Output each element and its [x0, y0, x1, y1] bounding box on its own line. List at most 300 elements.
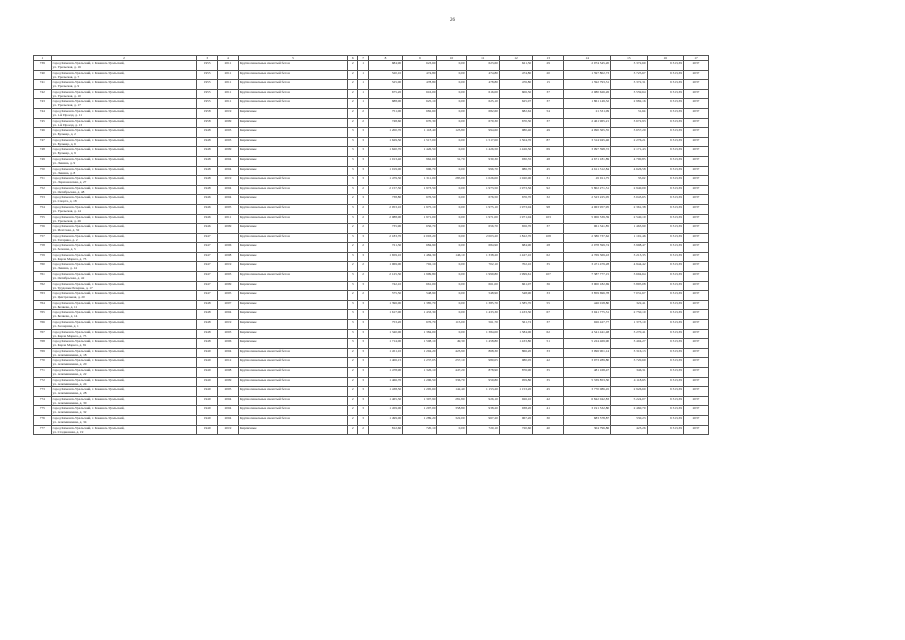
cell-f: 2 [358, 224, 368, 234]
address-cell [51, 329, 197, 339]
cell-s1: 2 125,30 [368, 272, 402, 282]
cell-y2: 2011 [218, 99, 239, 109]
cell-yr: 2037 [683, 406, 708, 416]
cell-p: 35 [533, 262, 564, 272]
cell-u2: 9 313,39 [647, 368, 683, 378]
cell-s1: 1 659,10 [368, 252, 402, 262]
address-line-1: город Каменск-Уральский, г. Каменск-Уральский, [52, 406, 125, 411]
cell-y2: 2004 [218, 185, 239, 195]
cell-s4: 1 999,80 [466, 272, 499, 282]
cell-e: 2 [348, 415, 358, 425]
address-line-2: ул. Октябрьская, д. 48 [52, 189, 85, 194]
cell-y1: 1958 [197, 108, 218, 118]
cell-s1: 684,90 [368, 61, 402, 71]
cell-n: 744 [34, 108, 52, 118]
cell-s1: 2 157,50 [368, 185, 402, 195]
cell-w: Кирпичные [238, 128, 347, 138]
cell-u1: 1 373,10 [611, 320, 647, 330]
table-row [34, 291, 709, 301]
cell-w: Крупнопанельные ячеистый бетон [238, 89, 347, 99]
cell-s4: 1 426,50 [466, 147, 499, 157]
address-line-2: ул. Гагарина, д. 2 [52, 237, 78, 242]
cell-n: 762 [34, 281, 52, 291]
cell-u1: 3 316,13 [611, 348, 647, 358]
address-cell [51, 233, 197, 243]
cell-f: 3 [358, 281, 368, 291]
cell-s5: 561,72 [499, 320, 532, 330]
address-line-1: город Каменск-Уральский, г. Каменск-Уральский, [52, 368, 125, 372]
cell-y2: 2009 [218, 224, 239, 234]
cell-cost: 1 597 802,73 [564, 70, 611, 80]
cell-s3: 31,70 [437, 156, 466, 166]
cell-y2: 2008 [218, 368, 239, 378]
cell-s3: 142,40 [437, 387, 466, 397]
table-row [34, 415, 709, 425]
cell-n: 742 [34, 89, 52, 99]
cell-w: Кирпичные [238, 291, 347, 301]
cell-y2: 2011 [218, 80, 239, 90]
cell-cost: 3 900 182,69 [564, 281, 611, 291]
address-line-1: город Каменск-Уральский, г. Каменск-Уральский, [52, 415, 125, 420]
cell-u1: 4 944,42 [611, 262, 647, 272]
cell-p: 29 [533, 61, 564, 71]
address-cell [51, 300, 197, 310]
cell-cost: 1 861 149,32 [564, 99, 611, 109]
table-row [34, 281, 709, 291]
cell-s5: 1 433,80 [499, 339, 532, 349]
cell-p: 67 [533, 310, 564, 320]
cell-s5: 876,90 [499, 368, 532, 378]
cell-e: 3 [348, 339, 358, 349]
cell-n: 770 [34, 358, 52, 368]
table-row [34, 214, 709, 224]
cell-u2: 9 313,39 [647, 425, 683, 435]
cell-y1: 1948 [197, 176, 218, 186]
cell-u1: 2 540,10 [611, 214, 647, 224]
column-header: 17 [683, 56, 708, 61]
cell-cost: 3 097 598,72 [564, 147, 611, 157]
cell-f: 3 [358, 348, 368, 358]
cell-y1: 1947 [197, 281, 218, 291]
table-row [34, 358, 709, 368]
cell-u2: 9 313,39 [647, 329, 683, 339]
cell-s2: 548,90 [403, 291, 437, 301]
cell-y2: 2019 [218, 320, 239, 330]
cell-s4: 994,60 [466, 128, 499, 138]
table-row [34, 396, 709, 406]
table-row [34, 243, 709, 253]
cell-yr: 2037 [683, 415, 708, 425]
cell-y1: 1948 [197, 300, 218, 310]
column-header: 11 [466, 56, 499, 61]
cell-u2: 9 313,39 [647, 137, 683, 147]
cell-yr: 2037 [683, 195, 708, 205]
cell-s5: 720,60 [499, 425, 532, 435]
cell-p: 37 [533, 99, 564, 109]
column-header: 1 [34, 56, 52, 61]
cell-u1: 423,26 [611, 425, 647, 435]
cell-yr: 2037 [683, 272, 708, 282]
table-row [34, 329, 709, 339]
table-row [34, 252, 709, 262]
cell-s4: 926,10 [466, 396, 499, 406]
cell-w: Кирпичные [238, 108, 347, 118]
cell-s1: 721,30 [368, 243, 402, 253]
cell-s2: 1 385,70 [403, 300, 437, 310]
cell-p: 45 [533, 166, 564, 176]
cell-yr: 2037 [683, 224, 708, 234]
address-cell [51, 224, 197, 234]
cell-s1: 1 714,00 [368, 339, 402, 349]
cell-p: 28 [533, 243, 564, 253]
cell-s4: 930,30 [466, 156, 499, 166]
cell-u2: 9 313,39 [647, 128, 683, 138]
cell-n: 776 [34, 415, 52, 425]
cell-s2: 1 311,00 [403, 176, 437, 186]
cell-yr: 2037 [683, 377, 708, 387]
cell-cost: 21 331,09 [564, 108, 611, 118]
cell-y2: 2005 [218, 291, 239, 301]
cell-s2: 1 508,10 [403, 339, 437, 349]
cell-y2: 2004 [218, 310, 239, 320]
cell-w: Кирпичные [238, 156, 347, 166]
cell-s5: 548,90 [499, 291, 532, 301]
cell-s2: 996,70 [403, 166, 437, 176]
address-line-2: ул. Бульвар, д. 6 [52, 141, 76, 146]
cell-u1: 3 043,65 [611, 195, 647, 205]
cell-y1: 1946 [197, 204, 218, 214]
address-line-1: город Каменск-Уральский, г. Каменск-Уральский, [52, 61, 125, 65]
table-body [34, 61, 709, 435]
cell-e: 2 [348, 387, 358, 397]
cell-p: 62 [533, 252, 564, 262]
cell-s2: 1 295,60 [403, 387, 437, 397]
cell-s2: 720,10 [403, 425, 437, 435]
cell-u1: 5 224,07 [611, 396, 647, 406]
cell-e: 3 [348, 128, 358, 138]
column-header: 10 [437, 56, 466, 61]
cell-y1: 1949 [197, 377, 218, 387]
table-row [34, 61, 709, 71]
address-cell [51, 387, 197, 397]
cell-e: 3 [348, 147, 358, 157]
cell-s1: 525,00 [368, 80, 402, 90]
cell-e: 2 [348, 108, 358, 118]
cell-s2: 1 973,50 [403, 185, 437, 195]
address-line-2: ул. Алюминиевая, д. 20 [52, 362, 87, 367]
cell-u2: 9 313,39 [647, 118, 683, 128]
column-header: 14 [564, 56, 611, 61]
cell-s3: 0,00 [437, 185, 466, 195]
table-row [34, 310, 709, 320]
address-cell [51, 281, 197, 291]
cell-y1: 1949 [197, 368, 218, 378]
cell-s3: 358,80 [437, 406, 466, 416]
cell-f: 3 [358, 406, 368, 416]
address-cell [51, 70, 197, 80]
address-line-1: город Каменск-Уральский, г. Каменск-Уральский, [52, 176, 125, 181]
cell-s4: 1 385,70 [466, 300, 499, 310]
cell-s4: 996,70 [466, 166, 499, 176]
cell-y1: 1948 [197, 339, 218, 349]
address-line-2: ул. Алюминиевая, д. 32 [52, 410, 87, 415]
cell-y2: 2019 [218, 425, 239, 435]
cell-cost: 5 802 271,51 [564, 185, 611, 195]
cell-n: 751 [34, 176, 52, 186]
cell-p: 40 [533, 425, 564, 435]
cell-s3: 146,10 [437, 252, 466, 262]
cell-s1: 1 200,70 [368, 128, 402, 138]
cell-u1: 35,02 [611, 176, 647, 186]
cell-p: 49 [533, 128, 564, 138]
cell-yr: 2037 [683, 214, 708, 224]
cell-s1: 1 396,00 [368, 300, 402, 310]
cell-y2: 2019 [218, 176, 239, 186]
cell-w: Кирпичные [238, 339, 347, 349]
cell-u1: 2 171,43 [611, 147, 647, 157]
cell-u1: 4 626,58 [611, 166, 647, 176]
address-line-1: город Каменск-Уральский, г. Каменск-Уральский, [52, 358, 125, 363]
cell-y2: 2003 [218, 128, 239, 138]
cell-w: Кирпичные [238, 281, 347, 291]
cell-s2: 1 433,30 [403, 310, 437, 320]
cell-u2: 9 313,39 [647, 272, 683, 282]
cell-yr: 2037 [683, 358, 708, 368]
cell-s2: 1 326,10 [403, 368, 437, 378]
cell-u1: 31,64 [611, 108, 647, 118]
cell-yr: 2037 [683, 204, 708, 214]
address-line-2: ул. Карла Маркса, д. 75 [52, 333, 87, 338]
cell-w: Крупнопанельные ячеистый бетон [238, 233, 347, 243]
address-cell [51, 89, 197, 99]
cell-n: 746 [34, 128, 52, 138]
address-line-2: ул. Карла Маркса, д. 73 [52, 256, 87, 261]
cell-w: Крупнопанельные ячеистый бетон [238, 377, 347, 387]
cell-e: 2 [348, 406, 358, 416]
address-cell [51, 252, 197, 262]
cell-u2: 9 313,39 [647, 281, 683, 291]
cell-n: 743 [34, 99, 52, 109]
cell-s5: 682,62 [499, 108, 532, 118]
cell-s4: 561,70 [466, 320, 499, 330]
cell-u1: 2 940,09 [611, 185, 647, 195]
cell-w: Крупнопанельные ячеистый бетон [238, 214, 347, 224]
cell-n: 752 [34, 185, 52, 195]
cell-p: 37 [533, 224, 564, 234]
cell-u2: 9 313,39 [647, 108, 683, 118]
cell-f: 3 [358, 252, 368, 262]
cell-w: Крупнопанельные ячеистый бетон [238, 387, 347, 397]
cell-y1: 1947 [197, 233, 218, 243]
cell-f: 1 [358, 99, 368, 109]
cell-f: 3 [358, 128, 368, 138]
cell-cost: 3 096 901,14 [564, 348, 611, 358]
address-line-1: город Каменск-Уральский, г. Каменск-Уральский, [52, 377, 125, 382]
cell-s4: 548,90 [466, 291, 499, 301]
cell-u1: 2 926,60 [611, 387, 647, 397]
cell-w: Крупнопанельные ячеистый бетон [238, 61, 347, 71]
cell-u1: 3 372,60 [611, 61, 647, 71]
cell-f: 2 [358, 425, 368, 435]
cell-yr: 2037 [683, 262, 708, 272]
cell-w: Кирпичные [238, 310, 347, 320]
cell-s3: 0,00 [437, 108, 466, 118]
cell-p: 41 [533, 406, 564, 416]
address-line-2: ул. Спорта, д. 18 [52, 199, 77, 204]
cell-s2: 702,10 [403, 262, 437, 272]
cell-cost: 5 224 469,90 [564, 339, 611, 349]
cell-cost: 7 387 777,15 [564, 272, 611, 282]
cell-s5: 670,30 [499, 118, 532, 128]
cell-s4: 1 338,20 [466, 252, 499, 262]
table-row [34, 262, 709, 272]
cell-s2: 676,70 [403, 320, 437, 330]
cell-s2: 1 975,10 [403, 204, 437, 214]
cell-u1: 2 276,21 [611, 137, 647, 147]
cell-s3: 49,30 [437, 339, 466, 349]
cell-s3: 0,00 [437, 243, 466, 253]
cell-p: 42 [533, 358, 564, 368]
cell-s4: 1 975,10 [466, 204, 499, 214]
column-header: 7 [358, 56, 368, 61]
cell-yr: 2037 [683, 243, 708, 253]
cell-w: Кирпичные [238, 300, 347, 310]
cell-s1: 751,00 [368, 108, 402, 118]
cell-u2: 9 313,39 [647, 89, 683, 99]
cell-u1: 346,31 [611, 368, 647, 378]
cell-n: 747 [34, 137, 52, 147]
cell-u2: 9 313,39 [647, 147, 683, 157]
cell-s5: 606,50 [499, 89, 532, 99]
cell-s4: 938,20 [466, 406, 499, 416]
address-line-1: город Каменск-Уральский, г. Каменск-Уральский, [52, 387, 125, 392]
cell-y2: 2004 [218, 406, 239, 416]
cell-u1: 2 460,70 [611, 406, 647, 416]
cell-yr: 2037 [683, 348, 708, 358]
cell-u2: 9 313,39 [647, 262, 683, 272]
cell-y1: 1948 [197, 137, 218, 147]
cell-y2: 2005 [218, 204, 239, 214]
address-line-1: город Каменск-Уральский, г. Каменск-Уральский, [52, 281, 125, 286]
cell-w: Кирпичные [238, 147, 347, 157]
cell-cost: 2 461 965,21 [564, 118, 611, 128]
cell-cost: 4 671 181,89 [564, 156, 611, 166]
cell-p: 32 [533, 195, 564, 205]
address-line-1: город Каменск-Уральский, г. Каменск-Уральский, [52, 99, 125, 104]
cell-s1: 1 617,00 [368, 310, 402, 320]
table-row [34, 128, 709, 138]
cell-s1: 2 183,70 [368, 233, 402, 243]
table-row [34, 233, 709, 243]
cell-e: 2 [348, 118, 358, 128]
cell-cost: 2 080 626,26 [564, 89, 611, 99]
cell-u2: 9 313,39 [647, 406, 683, 416]
cell-s3: 0,00 [437, 233, 466, 243]
table-row [34, 118, 709, 128]
address-line-2: ул. Алюминиевая, д. 24 [52, 381, 87, 386]
address-cell [51, 339, 197, 349]
cell-s2: 682,60 [403, 108, 437, 118]
cell-n: 774 [34, 396, 52, 406]
cell-s4: 2 003,20 [466, 233, 499, 243]
cell-s1: 1 629,50 [368, 137, 402, 147]
address-line-2: ул. Уральская, д. 26 [52, 218, 81, 223]
cell-f: 3 [358, 320, 368, 330]
cell-u1: 3 657,29 [611, 128, 647, 138]
table-row [34, 406, 709, 416]
cell-s4: 623,60 [466, 61, 499, 71]
cell-y1: 1947 [197, 272, 218, 282]
cell-u1: 3 998,47 [611, 243, 647, 253]
cell-s4: 1 517,00 [466, 137, 499, 147]
cell-s5: 967,20 [499, 415, 532, 425]
cell-w: Кирпичные [238, 243, 347, 253]
cell-y2 [218, 233, 239, 243]
cell-s1: 1 479,30 [368, 176, 402, 186]
address-line-2: ул. Беляева, д. 11 [52, 304, 78, 309]
cell-e: 3 [348, 233, 358, 243]
cell-n: 764 [34, 300, 52, 310]
cell-p: 55 [533, 300, 564, 310]
address-cell [51, 166, 197, 176]
cell-cost: 926 427,77 [564, 320, 611, 330]
cell-u2: 9 313,39 [647, 185, 683, 195]
cell-u1: 3 720,69 [611, 358, 647, 368]
address-cell [51, 108, 197, 118]
cell-y1: 1948 [197, 320, 218, 330]
cell-s1: 1 069,00 [368, 262, 402, 272]
cell-s4: 1 458,80 [466, 339, 499, 349]
cell-w: Кирпичные [238, 137, 347, 147]
address-line-2: ул. Уральская, д. 17 [52, 103, 81, 108]
cell-e: 3 [348, 252, 358, 262]
cell-u2: 9 313,39 [647, 377, 683, 387]
address-line-1: город Каменск-Уральский, г. Каменск-Уральский, [52, 329, 125, 334]
cell-s1: 1 438,50 [368, 387, 402, 397]
cell-f: 3 [358, 377, 368, 387]
cell-s2: 1 384,00 [403, 329, 437, 339]
cell-s5: 476,80 [499, 80, 532, 90]
cell-n: 757 [34, 233, 52, 243]
cell-cost: 3 191 532,80 [564, 406, 611, 416]
cell-s4: 1 153,20 [466, 387, 499, 397]
cell-s5: 474,80 [499, 70, 532, 80]
table-row [34, 70, 709, 80]
cell-y2: 2011 [218, 214, 239, 224]
cell-e: 2 [348, 348, 358, 358]
cell-f: 3 [358, 156, 368, 166]
cell-yr: 2037 [683, 320, 708, 330]
cell-s2: 1 296,50 [403, 377, 437, 387]
cell-s1: 1 478,90 [368, 368, 402, 378]
cell-u2: 9 313,39 [647, 339, 683, 349]
cell-s3: 0,00 [437, 281, 466, 291]
cell-cost: 5 006 539,39 [564, 214, 611, 224]
address-line-1: город Каменск-Уральский, г. Каменск-Уральский, [52, 195, 125, 200]
cell-w: Кирпичные [238, 320, 347, 330]
cell-p: 15 [533, 80, 564, 90]
cell-s5: 1 433,30 [499, 310, 532, 320]
cell-e: 3 [348, 272, 358, 282]
cell-s1: 675,20 [368, 89, 402, 99]
cell-s3: 447,20 [437, 368, 466, 378]
cell-y2: 2004 [218, 195, 239, 205]
cell-s3: 257,10 [437, 358, 466, 368]
cell-s3: 123,80 [437, 128, 466, 138]
address-cell [51, 156, 197, 166]
cell-u1: 3 213,35 [611, 252, 647, 262]
cell-y1: 1949 [197, 406, 218, 416]
